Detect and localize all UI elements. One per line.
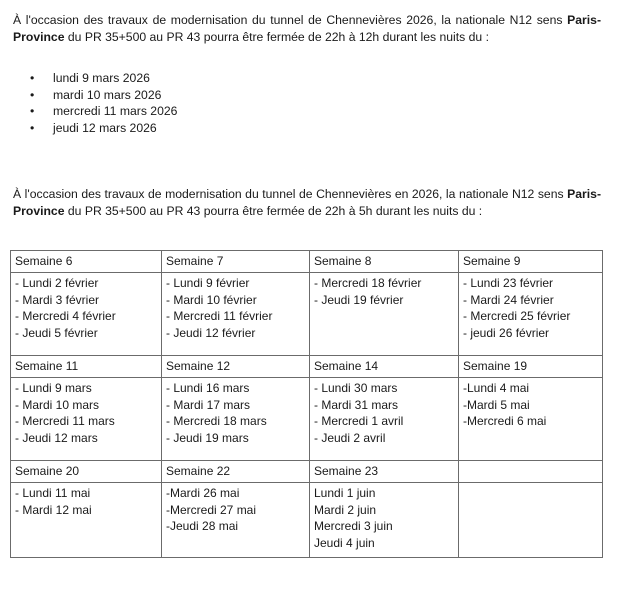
intro-2-text-end: du PR 35+500 au PR 43 pourra être fermée de 22h à 5h durant les nuits du : <box>64 204 483 218</box>
night-date: -Mercredi 6 mai <box>463 414 547 428</box>
intro-1-text: À l'occasion des travaux de modernisation du tunnel de Chennevières 2026, la nationale N12 sens <box>13 13 568 27</box>
closure-dates-list <box>30 70 177 136</box>
night-date: - Mercredi 18 mars <box>166 414 267 428</box>
night-date: -Jeudi 28 mai <box>166 519 239 533</box>
night-date: - Jeudi 12 février <box>166 325 256 340</box>
list-item: • mardi 10 mars 2026 <box>30 87 177 104</box>
night-date: - Mercredi 11 février <box>166 309 273 323</box>
night-date: - Mardi 12 mai <box>15 502 92 517</box>
intro-2-text: À l'occasion des travaux de modernisation du tunnel de Chennevières en 2026, la nationale N12 sens <box>13 187 568 201</box>
table-header-row <box>11 251 603 273</box>
night-date: - Lundi 9 mars <box>15 381 92 395</box>
nights-cell <box>11 483 162 558</box>
week-header-cell: Semaine 20 <box>11 461 162 483</box>
intro-paragraph-1 <box>13 12 601 46</box>
night-date: - Mercredi 18 février <box>314 276 422 290</box>
night-date: Mardi 2 juin <box>314 502 377 517</box>
week-header-cell <box>459 461 603 483</box>
night-date: - Lundi 9 février <box>166 276 250 290</box>
night-date: - Jeudi 5 février <box>15 325 98 340</box>
night-date: - Mercredi 1 avril <box>314 414 404 428</box>
list-item: • mercredi 11 mars 2026 <box>30 103 177 120</box>
night-date: - Lundi 16 mars <box>166 381 250 395</box>
week-header-cell: Semaine 9 <box>459 251 603 273</box>
week-header-cell: Semaine 8 <box>310 251 459 273</box>
night-date: - Mercredi 11 mars <box>15 414 115 428</box>
nights-cell <box>162 378 310 461</box>
night-date: Lundi 1 juin <box>314 486 376 500</box>
intro-2-direction: Paris-Province <box>13 187 601 218</box>
week-header-cell: Semaine 23 <box>310 461 459 483</box>
nights-cell <box>459 273 603 356</box>
nights-cell <box>162 273 310 356</box>
nights-cell <box>459 483 603 558</box>
night-date: - Lundi 11 mai <box>15 486 91 500</box>
night-date: - Jeudi 19 mars <box>166 430 249 445</box>
night-date: - Lundi 30 mars <box>314 381 398 395</box>
list-item: • jeudi 12 mars 2026 <box>30 120 177 137</box>
nights-cell <box>162 483 310 558</box>
list-item: • lundi 9 mars 2026 <box>30 70 177 87</box>
night-date: - Mardi 17 mars <box>166 397 251 412</box>
night-date: -Lundi 4 mai <box>463 381 530 395</box>
night-date: - Mercredi 4 février <box>15 309 116 323</box>
nights-cell <box>310 273 459 356</box>
night-date: - Lundi 2 février <box>15 276 99 290</box>
night-date: - Jeudi 19 février <box>314 292 404 307</box>
week-header-cell: Semaine 11 <box>11 356 162 378</box>
intro-1-text-end: du PR 35+500 au PR 43 pourra être fermée de 22h à 12h durant les nuits du : <box>64 30 489 44</box>
table-header-row <box>11 461 603 483</box>
nights-cell <box>11 273 162 356</box>
night-date: - Mardi 31 mars <box>314 397 399 412</box>
week-header-cell: Semaine 12 <box>162 356 310 378</box>
night-date: - Mardi 10 mars <box>15 397 100 412</box>
week-header-cell: Semaine 6 <box>11 251 162 273</box>
night-date: - Mardi 10 février <box>166 292 257 307</box>
intro-1-direction: Paris-Province <box>13 13 601 44</box>
nights-cell <box>310 483 459 558</box>
table-row <box>11 483 603 558</box>
week-header-cell: Semaine 14 <box>310 356 459 378</box>
table-row <box>11 378 603 461</box>
closure-schedule-table <box>10 250 603 558</box>
night-date: - Lundi 23 février <box>463 276 554 290</box>
night-date: - Mardi 3 février <box>15 292 100 307</box>
table-header-row <box>11 356 603 378</box>
intro-paragraph-2 <box>13 186 601 220</box>
week-header-cell: Semaine 22 <box>162 461 310 483</box>
night-date: -Mardi 5 mai <box>463 397 530 412</box>
week-header-cell: Semaine 7 <box>162 251 310 273</box>
nights-cell <box>310 378 459 461</box>
night-date: - Mardi 24 février <box>463 292 554 307</box>
night-date: - Jeudi 2 avril <box>314 430 386 445</box>
nights-cell <box>11 378 162 461</box>
night-date: - jeudi 26 février <box>463 325 550 340</box>
night-date: -Mardi 26 mai <box>166 486 240 500</box>
week-header-cell: Semaine 19 <box>459 356 603 378</box>
table-row <box>11 273 603 356</box>
night-date: -Mercredi 27 mai <box>166 502 257 517</box>
night-date: Mercredi 3 juin <box>314 519 393 533</box>
nights-cell <box>459 378 603 461</box>
night-date: - Jeudi 12 mars <box>15 430 98 445</box>
night-date: Jeudi 4 juin <box>314 535 375 550</box>
night-date: - Mercredi 25 février <box>463 309 571 323</box>
